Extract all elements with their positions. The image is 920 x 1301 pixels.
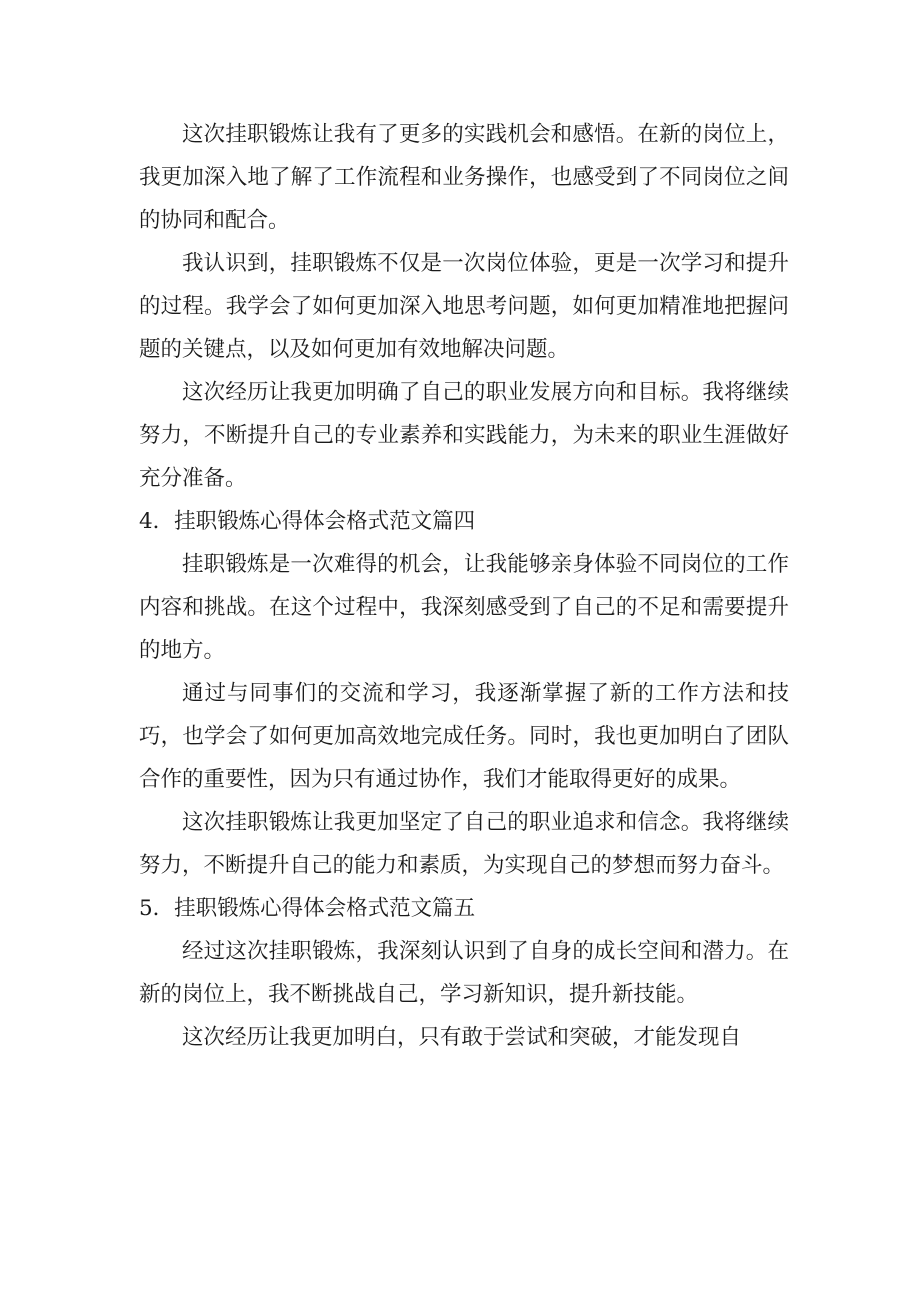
paragraph: 经过这次挂职锻炼，我深刻认识到了自身的成长空间和潜力。在新的岗位上，我不断挑战自己，学习新知识，提升新技能。 bbox=[139, 939, 789, 1007]
section-heading: 4．挂职锻炼心得体会格式范文篇四 bbox=[139, 509, 476, 534]
paragraph: 这次经历让我更加明白，只有敢于尝试和突破，才能发现自 bbox=[182, 1025, 742, 1050]
paragraph: 我认识到，挂职锻炼不仅是一次岗位体验，更是一次学习和提升的过程。我学会了如何更加深入地思考问题，如何更加精准地把握问题的关键点，以及如何更加有效地解决问题。 bbox=[139, 251, 789, 362]
document-page bbox=[139, 113, 789, 1059]
paragraph: 挂职锻炼是一次难得的机会，让我能够亲身体验不同岗位的工作内容和挑战。在这个过程中，我深刻感受到了自己的不足和需要提升的地方。 bbox=[139, 552, 789, 663]
section-heading: 5．挂职锻炼心得体会格式范文篇五 bbox=[139, 896, 476, 921]
paragraph: 这次挂职锻炼让我有了更多的实践机会和感悟。在新的岗位上，我更加深入地了解了工作流程和业务操作，也感受到了不同岗位之间的协同和配合。 bbox=[139, 122, 789, 233]
paragraph: 这次经历让我更加明确了自己的职业发展方向和目标。我将继续努力，不断提升自己的专业素养和实践能力，为未来的职业生涯做好充分准备。 bbox=[139, 380, 789, 491]
paragraph: 这次挂职锻炼让我更加坚定了自己的职业追求和信念。我将继续努力，不断提升自己的能力和素质，为实现自己的梦想而努力奋斗。 bbox=[139, 810, 789, 878]
paragraph: 通过与同事们的交流和学习，我逐渐掌握了新的工作方法和技巧，也学会了如何更加高效地完成任务。同时，我也更加明白了团队合作的重要性，因为只有通过协作，我们才能取得更好的成果。 bbox=[139, 681, 789, 792]
